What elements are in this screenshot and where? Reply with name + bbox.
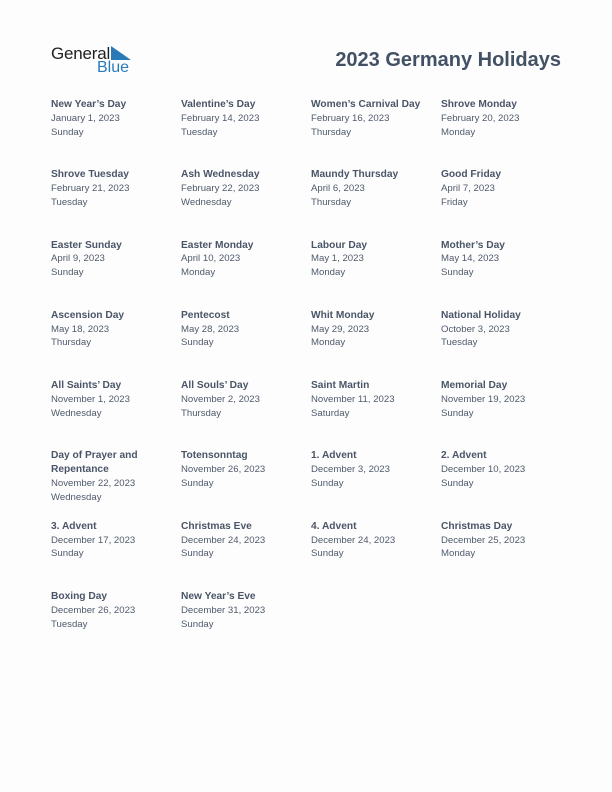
- holiday-item: [181, 309, 311, 379]
- holiday-weekday: Monday: [311, 267, 346, 279]
- holiday-name: Ascension Day: [51, 309, 125, 321]
- holiday-weekday: Thursday: [51, 337, 91, 349]
- holiday-weekday: Monday: [311, 337, 346, 349]
- holiday-name: 1. Advent: [311, 450, 357, 462]
- holiday-name: Saint Martin: [311, 380, 370, 392]
- holiday-name: Boxing Day: [51, 591, 108, 603]
- holiday-name: 4. Advent: [311, 520, 357, 532]
- holiday-item: [311, 168, 441, 238]
- holiday-grid: [51, 98, 571, 660]
- logo-text-blue: Blue: [97, 59, 130, 76]
- holiday-item: [181, 98, 311, 168]
- holiday-item: [51, 309, 181, 379]
- holiday-item: [311, 98, 441, 168]
- holiday-date: November 26, 2023: [181, 464, 266, 476]
- holiday-name: Whit Monday: [311, 309, 375, 321]
- brand-logo: [51, 44, 141, 78]
- holiday-name: 3. Advent: [51, 520, 97, 532]
- holiday-date: December 3, 2023: [311, 464, 390, 476]
- holiday-item: [181, 449, 311, 519]
- holiday-item: [441, 379, 571, 449]
- holiday-date: April 7, 2023: [441, 183, 495, 195]
- holiday-weekday: Sunday: [181, 337, 214, 349]
- holiday-date: April 6, 2023: [311, 183, 365, 195]
- holiday-weekday: Sunday: [311, 548, 344, 560]
- holiday-item: [51, 168, 181, 238]
- holiday-item: [441, 239, 571, 309]
- holiday-name: Christmas Day: [441, 520, 513, 532]
- holiday-weekday: Sunday: [51, 267, 84, 279]
- holiday-name: Ash Wednesday: [181, 169, 260, 181]
- holiday-weekday: Friday: [441, 196, 468, 208]
- holiday-name: Women’s Carnival Day: [311, 99, 421, 110]
- holiday-name: Valentine’s Day: [181, 99, 256, 110]
- holiday-date: December 24, 2023: [311, 534, 396, 546]
- holiday-date: February 21, 2023: [51, 183, 130, 195]
- holiday-weekday: Sunday: [181, 548, 214, 560]
- holiday-name: All Souls’ Day: [181, 380, 249, 392]
- holiday-date: May 29, 2023: [311, 323, 370, 335]
- holiday-item: [51, 239, 181, 309]
- holiday-date: January 1, 2023: [51, 112, 120, 124]
- holiday-name: Easter Monday: [181, 239, 254, 251]
- holiday-item: [51, 379, 181, 449]
- holiday-weekday: Tuesday: [441, 337, 478, 349]
- holiday-date: December 25, 2023: [441, 534, 526, 546]
- holiday-item: [311, 379, 441, 449]
- holiday-date: November 1, 2023: [51, 393, 130, 405]
- holiday-weekday: Thursday: [311, 196, 351, 208]
- holiday-item: [181, 168, 311, 238]
- holiday-name: Good Friday: [441, 169, 501, 181]
- holiday-weekday: Wednesday: [51, 491, 102, 503]
- holiday-weekday: Wednesday: [181, 196, 232, 208]
- holiday-name: Labour Day: [311, 239, 368, 251]
- holiday-item: [181, 520, 311, 590]
- holiday-item: [51, 520, 181, 590]
- holiday-item: [441, 98, 571, 168]
- holiday-weekday: Saturday: [311, 407, 350, 419]
- holiday-item: [181, 239, 311, 309]
- holiday-item: [441, 520, 571, 590]
- holiday-weekday: Sunday: [51, 126, 84, 138]
- holiday-name: Shrove Tuesday: [51, 169, 129, 181]
- holiday-date: May 18, 2023: [51, 323, 110, 335]
- holiday-name: Shrove Monday: [441, 99, 517, 110]
- holiday-date: December 24, 2023: [181, 534, 266, 546]
- holiday-weekday: Sunday: [51, 548, 84, 560]
- holiday-date: December 31, 2023: [181, 604, 266, 616]
- holiday-weekday: Sunday: [181, 618, 214, 630]
- holiday-name: 2. Advent: [441, 450, 487, 462]
- holiday-weekday: Sunday: [441, 267, 474, 279]
- holiday-date: February 16, 2023: [311, 112, 390, 124]
- holiday-date: December 26, 2023: [51, 604, 136, 616]
- holiday-item: [51, 98, 181, 168]
- holiday-date: November 19, 2023: [441, 393, 526, 405]
- logo-flag-icon: [111, 46, 131, 60]
- holiday-weekday: Monday: [181, 267, 216, 279]
- holiday-name: Pentecost: [181, 309, 230, 321]
- holiday-weekday: Thursday: [181, 407, 221, 419]
- page-title: 2023 Germany Holidays: [335, 49, 561, 71]
- logo-text-general: General: [51, 44, 111, 63]
- holiday-item: [311, 520, 441, 590]
- holiday-item: [311, 449, 441, 519]
- holiday-name: Day of Prayer and Repentance: [51, 450, 138, 476]
- holiday-weekday: Tuesday: [51, 618, 88, 630]
- holiday-date: November 22, 2023: [51, 478, 136, 490]
- holiday-weekday: Tuesday: [51, 196, 88, 208]
- holiday-item: [181, 379, 311, 449]
- holiday-date: November 2, 2023: [181, 393, 260, 405]
- holiday-weekday: Monday: [441, 548, 476, 560]
- holiday-date: February 22, 2023: [181, 183, 260, 195]
- holiday-weekday: Tuesday: [181, 126, 218, 138]
- holiday-weekday: Thursday: [311, 126, 351, 138]
- holiday-weekday: Sunday: [441, 478, 474, 490]
- holiday-name: Christmas Eve: [181, 520, 252, 532]
- holiday-name: Maundy Thursday: [311, 169, 399, 181]
- holiday-item: [441, 168, 571, 238]
- holiday-name: New Year’s Day: [51, 99, 127, 110]
- holiday-weekday: Sunday: [441, 407, 474, 419]
- holiday-name: New Year’s Eve: [181, 591, 256, 603]
- holiday-date: February 20, 2023: [441, 112, 520, 124]
- holiday-date: April 10, 2023: [181, 253, 241, 265]
- holiday-item: [311, 239, 441, 309]
- holiday-date: May 14, 2023: [441, 253, 500, 265]
- holiday-date: October 3, 2023: [441, 323, 510, 335]
- holiday-item: [51, 590, 181, 660]
- holiday-date: May 1, 2023: [311, 253, 364, 265]
- holiday-item: [441, 449, 571, 519]
- holiday-weekday: Wednesday: [51, 407, 102, 419]
- holiday-date: April 9, 2023: [51, 253, 105, 265]
- holiday-weekday: Monday: [441, 126, 476, 138]
- holiday-date: February 14, 2023: [181, 112, 260, 124]
- holiday-name: All Saints’ Day: [51, 380, 122, 392]
- holiday-date: November 11, 2023: [311, 393, 395, 405]
- holiday-item: [51, 449, 181, 519]
- holiday-date: May 28, 2023: [181, 323, 240, 335]
- holiday-item: [181, 590, 311, 660]
- holiday-item: [311, 309, 441, 379]
- holiday-name: National Holiday: [441, 309, 521, 321]
- holiday-name: Totensonntag: [181, 450, 248, 462]
- holiday-weekday: Sunday: [311, 478, 344, 490]
- holiday-date: December 17, 2023: [51, 534, 136, 546]
- holiday-name: Easter Sunday: [51, 239, 122, 251]
- holiday-item: [441, 309, 571, 379]
- holiday-name: Mother’s Day: [441, 239, 505, 251]
- holiday-weekday: Sunday: [181, 478, 214, 490]
- holiday-date: December 10, 2023: [441, 464, 526, 476]
- holiday-name: Memorial Day: [441, 380, 508, 392]
